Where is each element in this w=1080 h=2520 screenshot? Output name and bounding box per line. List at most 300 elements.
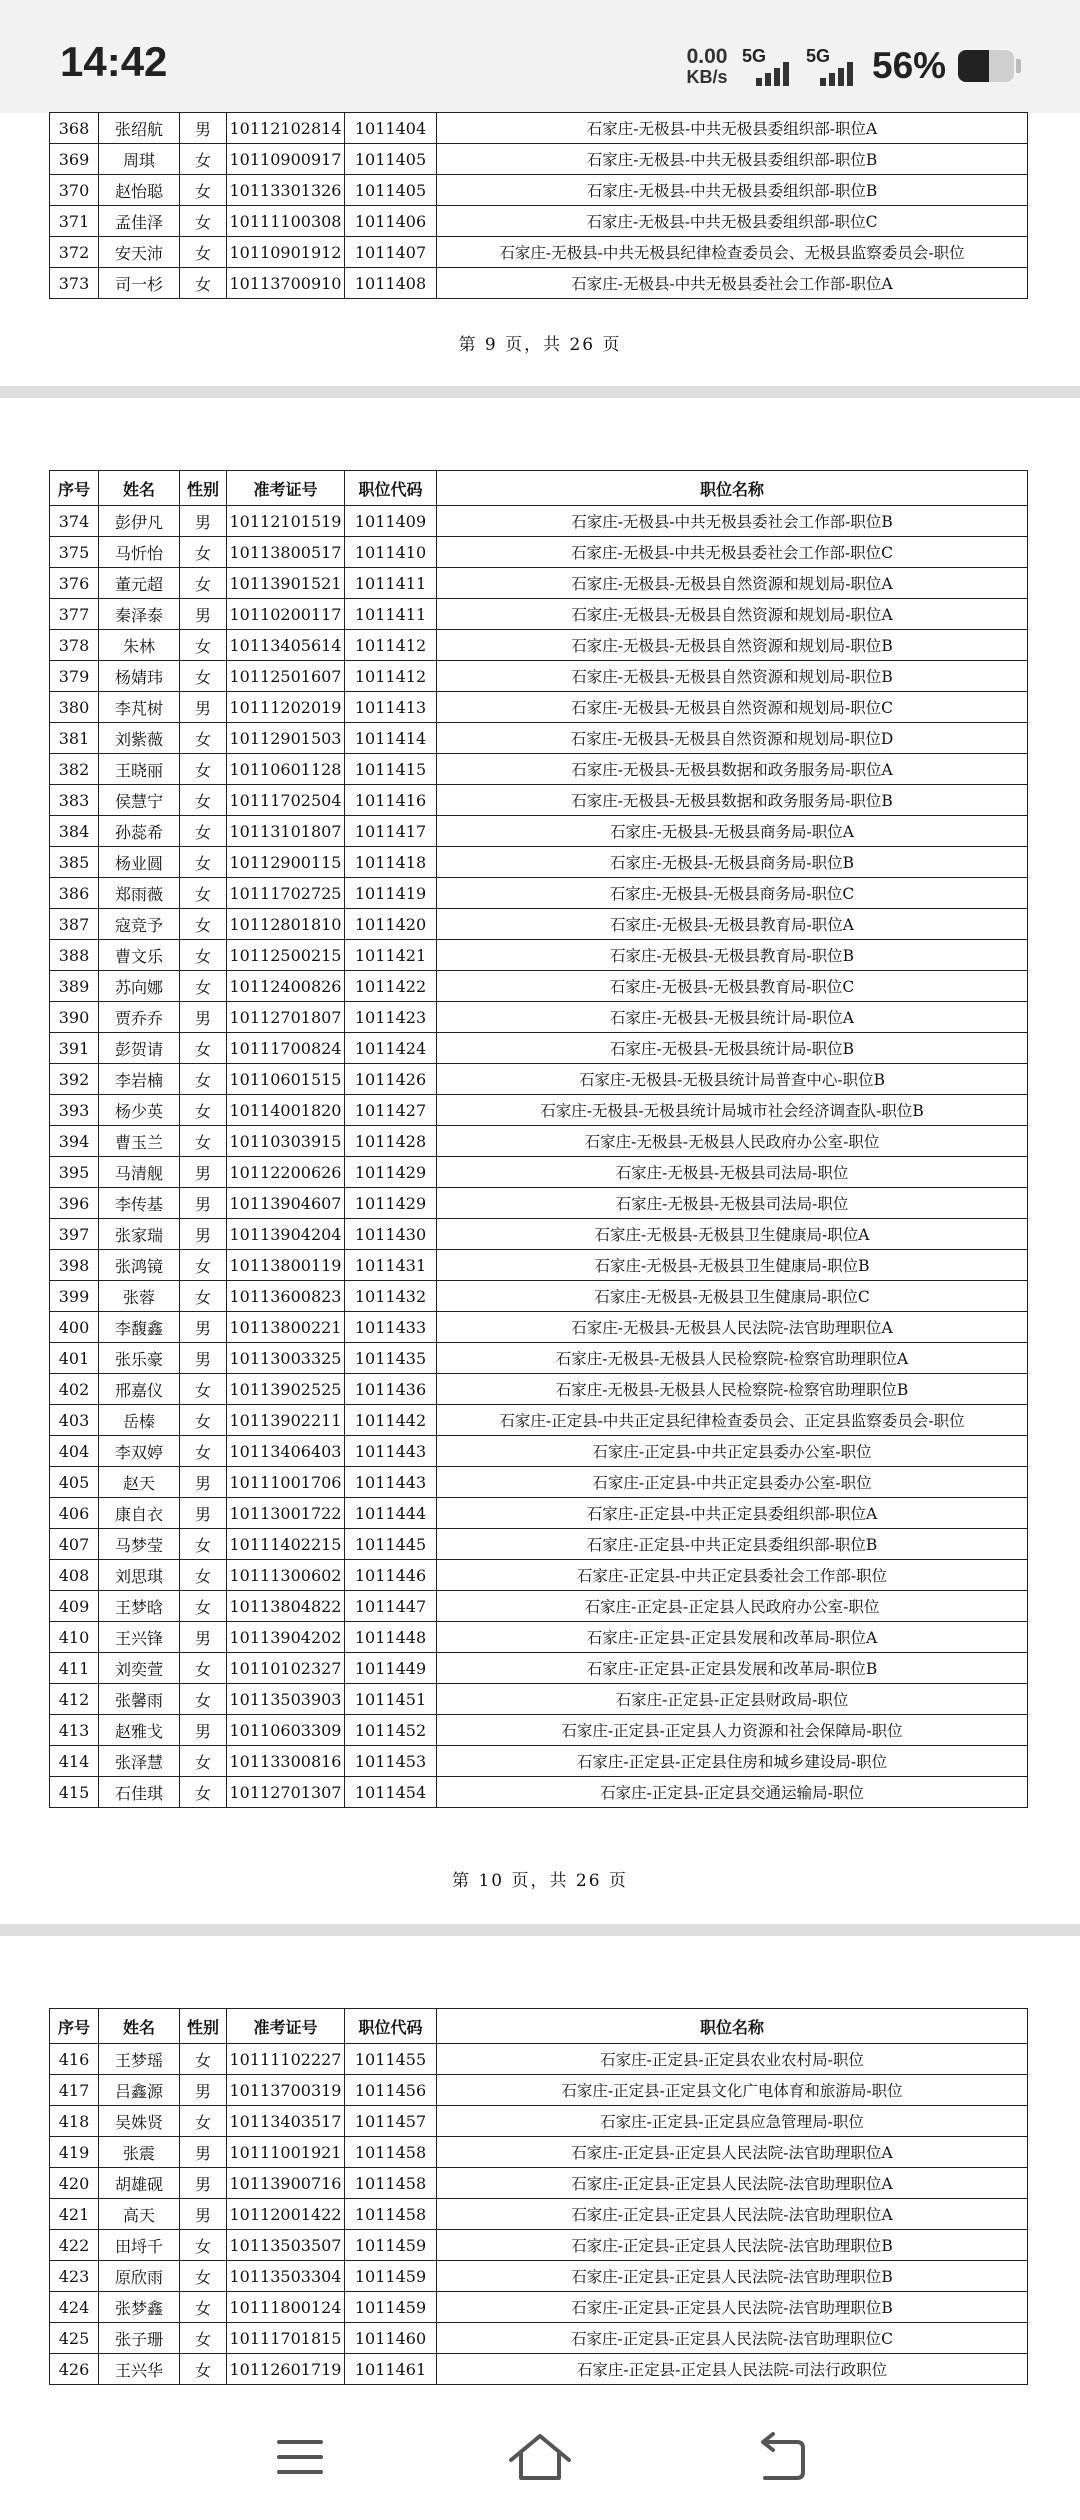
cell-position-name: 石家庄-正定县-正定县人民法院-法官助理职位A xyxy=(437,2168,1028,2199)
cell-index: 369 xyxy=(50,144,99,175)
cell-position-code: 1011448 xyxy=(345,1622,437,1653)
table-row xyxy=(50,1436,1028,1467)
cell-gender: 女 xyxy=(180,1684,227,1715)
cell-position-code: 1011409 xyxy=(345,506,437,537)
cell-position-code: 1011407 xyxy=(345,237,437,268)
cell-gender: 男 xyxy=(180,1343,227,1374)
cell-position-code: 1011445 xyxy=(345,1529,437,1560)
table-row xyxy=(50,940,1028,971)
cell-name: 孙蕊希 xyxy=(99,816,180,847)
cell-position-name: 石家庄-无极县-无极县自然资源和规划局-职位D xyxy=(437,723,1028,754)
cell-gender: 男 xyxy=(180,1219,227,1250)
cell-position-name: 石家庄-无极县-无极县教育局-职位B xyxy=(437,940,1028,971)
cell-name: 李芃树 xyxy=(99,692,180,723)
cell-position-name: 石家庄-正定县-正定县人民法院-法官助理职位B xyxy=(437,2292,1028,2323)
cell-name: 胡雄砚 xyxy=(99,2168,180,2199)
cell-ticket-number: 10113503507 xyxy=(227,2230,345,2261)
cell-position-name: 石家庄-正定县-中共正定县委办公室-职位 xyxy=(437,1467,1028,1498)
cell-ticket-number: 10113503903 xyxy=(227,1684,345,1715)
cell-gender: 女 xyxy=(180,754,227,785)
cell-ticket-number: 10113901521 xyxy=(227,568,345,599)
cell-index: 384 xyxy=(50,816,99,847)
menu-button[interactable] xyxy=(255,2428,345,2488)
cell-index: 413 xyxy=(50,1715,99,1746)
cell-ticket-number: 10113301326 xyxy=(227,175,345,206)
cell-name: 王兴华 xyxy=(99,2354,180,2385)
table-row xyxy=(50,268,1028,299)
page-separator xyxy=(0,386,1080,398)
cell-position-code: 1011430 xyxy=(345,1219,437,1250)
cell-position-code: 1011412 xyxy=(345,661,437,692)
cell-name: 吕鑫源 xyxy=(99,2075,180,2106)
table-row xyxy=(50,1746,1028,1777)
cell-ticket-number: 10112601719 xyxy=(227,2354,345,2385)
sim1-label: 5G xyxy=(742,46,767,66)
cell-index: 373 xyxy=(50,268,99,299)
cell-gender: 女 xyxy=(180,816,227,847)
cell-index: 394 xyxy=(50,1126,99,1157)
col-header-position: 职位名称 xyxy=(437,471,1028,506)
cell-ticket-number: 10113001722 xyxy=(227,1498,345,1529)
cell-index: 399 xyxy=(50,1281,99,1312)
cell-name: 刘思琪 xyxy=(99,1560,180,1591)
cell-gender: 女 xyxy=(180,268,227,299)
cell-ticket-number: 10110601128 xyxy=(227,754,345,785)
cell-ticket-number: 10111102227 xyxy=(227,2044,345,2075)
cell-position-name: 石家庄-无极县-中共无极县委组织部-职位B xyxy=(437,175,1028,206)
cell-ticket-number: 10110200117 xyxy=(227,599,345,630)
cell-name: 秦泽泰 xyxy=(99,599,180,630)
cell-index: 400 xyxy=(50,1312,99,1343)
cell-name: 张乐豪 xyxy=(99,1343,180,1374)
cell-ticket-number: 10112102814 xyxy=(227,113,345,144)
table-header-row xyxy=(50,2009,1028,2044)
table-row xyxy=(50,237,1028,268)
col-header-index: 序号 xyxy=(50,2009,99,2044)
cell-position-name: 石家庄-无极县-中共无极县委社会工作部-职位C xyxy=(437,537,1028,568)
cell-position-name: 石家庄-无极县-无极县自然资源和规划局-职位C xyxy=(437,692,1028,723)
cell-position-code: 1011443 xyxy=(345,1467,437,1498)
cell-index: 386 xyxy=(50,878,99,909)
cell-index: 371 xyxy=(50,206,99,237)
cell-name: 马忻怡 xyxy=(99,537,180,568)
cell-name: 刘奕萱 xyxy=(99,1653,180,1684)
cell-gender: 女 xyxy=(180,2354,227,2385)
cell-position-name: 石家庄-无极县-无极县数据和政务服务局-职位B xyxy=(437,785,1028,816)
cell-position-name: 石家庄-无极县-无极县商务局-职位C xyxy=(437,878,1028,909)
cell-position-name: 石家庄-正定县-正定县人力资源和社会保障局-职位 xyxy=(437,1715,1028,1746)
cell-position-code: 1011420 xyxy=(345,909,437,940)
cell-name: 刘紫薇 xyxy=(99,723,180,754)
cell-position-code: 1011435 xyxy=(345,1343,437,1374)
cell-ticket-number: 10110900917 xyxy=(227,144,345,175)
cell-index: 379 xyxy=(50,661,99,692)
cell-gender: 男 xyxy=(180,692,227,723)
cell-ticket-number: 10110601515 xyxy=(227,1064,345,1095)
cell-position-code: 1011447 xyxy=(345,1591,437,1622)
cell-position-name: 石家庄-无极县-无极县司法局-职位 xyxy=(437,1188,1028,1219)
table-row xyxy=(50,2044,1028,2075)
cell-position-name: 石家庄-无极县-无极县教育局-职位A xyxy=(437,909,1028,940)
cell-ticket-number: 10113800517 xyxy=(227,537,345,568)
cell-position-code: 1011411 xyxy=(345,568,437,599)
cell-position-code: 1011460 xyxy=(345,2323,437,2354)
cell-ticket-number: 10112200626 xyxy=(227,1157,345,1188)
table-row xyxy=(50,661,1028,692)
cell-gender: 男 xyxy=(180,1002,227,1033)
cell-position-name: 石家庄-无极县-无极县统计局城市社会经济调查队-职位B xyxy=(437,1095,1028,1126)
cell-name: 曹文乐 xyxy=(99,940,180,971)
col-header-name: 姓名 xyxy=(99,471,180,506)
cell-gender: 女 xyxy=(180,144,227,175)
cell-gender: 男 xyxy=(180,2199,227,2230)
table-row xyxy=(50,1281,1028,1312)
cell-ticket-number: 10112900115 xyxy=(227,847,345,878)
cell-ticket-number: 10113700319 xyxy=(227,2075,345,2106)
cell-name: 孟佳泽 xyxy=(99,206,180,237)
cell-position-code: 1011458 xyxy=(345,2168,437,2199)
cell-position-code: 1011443 xyxy=(345,1436,437,1467)
cell-index: 392 xyxy=(50,1064,99,1095)
cell-gender: 男 xyxy=(180,599,227,630)
cell-position-name: 石家庄-无极县-无极县自然资源和规划局-职位B xyxy=(437,661,1028,692)
cell-name: 张家瑞 xyxy=(99,1219,180,1250)
table-header-row xyxy=(50,471,1028,506)
table-row xyxy=(50,1467,1028,1498)
cell-gender: 女 xyxy=(180,785,227,816)
cell-index: 416 xyxy=(50,2044,99,2075)
cell-ticket-number: 10111700824 xyxy=(227,1033,345,1064)
cell-name: 杨少英 xyxy=(99,1095,180,1126)
cell-position-code: 1011414 xyxy=(345,723,437,754)
cell-position-name: 石家庄-无极县-无极县司法局-职位 xyxy=(437,1157,1028,1188)
table-row xyxy=(50,2106,1028,2137)
table-row xyxy=(50,816,1028,847)
cell-position-name: 石家庄-正定县-正定县发展和改革局-职位B xyxy=(437,1653,1028,1684)
candidate-table-page9 xyxy=(49,112,1028,299)
cell-gender: 女 xyxy=(180,2292,227,2323)
cell-gender: 女 xyxy=(180,175,227,206)
cell-position-code: 1011459 xyxy=(345,2230,437,2261)
cell-position-name: 石家庄-无极县-无极县卫生健康局-职位A xyxy=(437,1219,1028,1250)
table-row xyxy=(50,878,1028,909)
cell-position-code: 1011459 xyxy=(345,2292,437,2323)
cell-ticket-number: 10113406403 xyxy=(227,1436,345,1467)
col-header-code: 职位代码 xyxy=(345,471,437,506)
cell-index: 424 xyxy=(50,2292,99,2323)
cell-ticket-number: 10111300602 xyxy=(227,1560,345,1591)
page-footer-10: 第 10 页，共 26 页 xyxy=(452,1871,628,1891)
cell-name: 赵雅戈 xyxy=(99,1715,180,1746)
table-row xyxy=(50,1250,1028,1281)
cell-position-name: 石家庄-正定县-正定县人民法院-法官助理职位B xyxy=(437,2230,1028,2261)
cell-ticket-number: 10112101519 xyxy=(227,506,345,537)
cell-position-name: 石家庄-无极县-无极县教育局-职位C xyxy=(437,971,1028,1002)
cell-gender: 男 xyxy=(180,1498,227,1529)
cell-name: 李岩楠 xyxy=(99,1064,180,1095)
cell-index: 375 xyxy=(50,537,99,568)
cell-position-code: 1011406 xyxy=(345,206,437,237)
home-button[interactable] xyxy=(495,2428,585,2488)
cell-position-code: 1011431 xyxy=(345,1250,437,1281)
cell-position-name: 石家庄-正定县-正定县人民法院-法官助理职位A xyxy=(437,2137,1028,2168)
cell-position-code: 1011405 xyxy=(345,144,437,175)
table-row xyxy=(50,1033,1028,1064)
cell-index: 421 xyxy=(50,2199,99,2230)
cell-position-code: 1011419 xyxy=(345,878,437,909)
cell-index: 374 xyxy=(50,506,99,537)
cell-name: 吴姝贤 xyxy=(99,2106,180,2137)
cell-name: 岳榛 xyxy=(99,1405,180,1436)
cell-gender: 男 xyxy=(180,2168,227,2199)
cell-position-name: 石家庄-无极县-无极县数据和政务服务局-职位A xyxy=(437,754,1028,785)
table-row xyxy=(50,1560,1028,1591)
cell-gender: 女 xyxy=(180,2323,227,2354)
table-row xyxy=(50,1064,1028,1095)
cell-name: 张梦鑫 xyxy=(99,2292,180,2323)
cell-gender: 女 xyxy=(180,1777,227,1808)
cell-name: 寇竞予 xyxy=(99,909,180,940)
col-header-index: 序号 xyxy=(50,471,99,506)
cell-ticket-number: 10112001422 xyxy=(227,2199,345,2230)
cell-index: 402 xyxy=(50,1374,99,1405)
table-row xyxy=(50,1126,1028,1157)
cell-position-name: 石家庄-无极县-中共无极县委组织部-职位C xyxy=(437,206,1028,237)
cell-index: 398 xyxy=(50,1250,99,1281)
cell-position-code: 1011429 xyxy=(345,1157,437,1188)
cell-position-name: 石家庄-正定县-正定县人民法院-法官助理职位B xyxy=(437,2261,1028,2292)
cell-position-code: 1011458 xyxy=(345,2137,437,2168)
table-row xyxy=(50,599,1028,630)
cell-position-name: 石家庄-无极县-无极县卫生健康局-职位B xyxy=(437,1250,1028,1281)
cell-ticket-number: 10110603309 xyxy=(227,1715,345,1746)
cell-name: 郑雨薇 xyxy=(99,878,180,909)
cell-ticket-number: 10113904202 xyxy=(227,1622,345,1653)
cell-index: 385 xyxy=(50,847,99,878)
cell-position-code: 1011427 xyxy=(345,1095,437,1126)
table-row xyxy=(50,144,1028,175)
cell-index: 407 xyxy=(50,1529,99,1560)
cell-ticket-number: 10110102327 xyxy=(227,1653,345,1684)
cell-name: 高天 xyxy=(99,2199,180,2230)
cell-index: 423 xyxy=(50,2261,99,2292)
cell-name: 张绍航 xyxy=(99,113,180,144)
cell-index: 420 xyxy=(50,2168,99,2199)
cell-position-name: 石家庄-无极县-无极县卫生健康局-职位C xyxy=(437,1281,1028,1312)
table-row xyxy=(50,537,1028,568)
cell-gender: 女 xyxy=(180,1064,227,1095)
cell-ticket-number: 10111001706 xyxy=(227,1467,345,1498)
cell-position-name: 石家庄-无极县-中共无极县委社会工作部-职位A xyxy=(437,268,1028,299)
table-row xyxy=(50,692,1028,723)
table-row xyxy=(50,1374,1028,1405)
network-speed-value: 0.00 xyxy=(686,45,728,68)
cell-gender: 女 xyxy=(180,537,227,568)
cell-position-code: 1011451 xyxy=(345,1684,437,1715)
back-icon xyxy=(735,2428,825,2488)
cell-ticket-number: 10110303915 xyxy=(227,1126,345,1157)
table-row xyxy=(50,971,1028,1002)
cell-position-code: 1011423 xyxy=(345,1002,437,1033)
cell-position-name: 石家庄-无极县-中共无极县委组织部-职位B xyxy=(437,144,1028,175)
cell-position-name: 石家庄-正定县-正定县交通运输局-职位 xyxy=(437,1777,1028,1808)
cell-ticket-number: 10113700910 xyxy=(227,268,345,299)
cell-name: 王晓丽 xyxy=(99,754,180,785)
cell-index: 405 xyxy=(50,1467,99,1498)
cell-position-name: 石家庄-无极县-无极县人民检察院-检察官助理职位B xyxy=(437,1374,1028,1405)
cell-ticket-number: 10113003325 xyxy=(227,1343,345,1374)
cell-position-code: 1011453 xyxy=(345,1746,437,1777)
col-header-ticket: 准考证号 xyxy=(227,2009,345,2044)
table-row xyxy=(50,2137,1028,2168)
cell-gender: 女 xyxy=(180,630,227,661)
cell-position-name: 石家庄-正定县-正定县人民法院-司法行政职位 xyxy=(437,2354,1028,2385)
col-header-gender: 性别 xyxy=(180,2009,227,2044)
page-separator xyxy=(0,1924,1080,1936)
cell-position-code: 1011442 xyxy=(345,1405,437,1436)
cell-index: 390 xyxy=(50,1002,99,1033)
table-row xyxy=(50,506,1028,537)
cell-name: 原欣雨 xyxy=(99,2261,180,2292)
table-row xyxy=(50,1095,1028,1126)
cell-gender: 女 xyxy=(180,206,227,237)
table-row xyxy=(50,909,1028,940)
table-row xyxy=(50,2354,1028,2385)
cell-index: 417 xyxy=(50,2075,99,2106)
cell-ticket-number: 10112400826 xyxy=(227,971,345,1002)
cell-ticket-number: 10113101807 xyxy=(227,816,345,847)
cell-ticket-number: 10112801810 xyxy=(227,909,345,940)
cell-position-name: 石家庄-正定县-正定县住房和城乡建设局-职位 xyxy=(437,1746,1028,1777)
cell-position-code: 1011452 xyxy=(345,1715,437,1746)
cell-name: 李传基 xyxy=(99,1188,180,1219)
cell-index: 395 xyxy=(50,1157,99,1188)
cell-name: 杨业圆 xyxy=(99,847,180,878)
cell-gender: 女 xyxy=(180,909,227,940)
cell-ticket-number: 10113804822 xyxy=(227,1591,345,1622)
cell-ticket-number: 10113800221 xyxy=(227,1312,345,1343)
cell-position-code: 1011454 xyxy=(345,1777,437,1808)
col-header-ticket: 准考证号 xyxy=(227,471,345,506)
cell-gender: 女 xyxy=(180,847,227,878)
cell-name: 曹玉兰 xyxy=(99,1126,180,1157)
cell-position-name: 石家庄-无极县-无极县统计局普查中心-职位B xyxy=(437,1064,1028,1095)
table-row xyxy=(50,2323,1028,2354)
cell-position-name: 石家庄-正定县-中共正定县委组织部-职位B xyxy=(437,1529,1028,1560)
cell-index: 380 xyxy=(50,692,99,723)
cell-gender: 男 xyxy=(180,506,227,537)
cell-ticket-number: 10112500215 xyxy=(227,940,345,971)
col-header-code: 职位代码 xyxy=(345,2009,437,2044)
cell-gender: 男 xyxy=(180,1715,227,1746)
cell-index: 406 xyxy=(50,1498,99,1529)
cell-name: 周琪 xyxy=(99,144,180,175)
cell-gender: 男 xyxy=(180,1157,227,1188)
cell-ticket-number: 10111800124 xyxy=(227,2292,345,2323)
cell-position-name: 石家庄-无极县-中共无极县委社会工作部-职位B xyxy=(437,506,1028,537)
cell-position-code: 1011410 xyxy=(345,537,437,568)
cell-name: 彭伊凡 xyxy=(99,506,180,537)
cell-ticket-number: 10113403517 xyxy=(227,2106,345,2137)
cell-position-code: 1011418 xyxy=(345,847,437,878)
cell-index: 370 xyxy=(50,175,99,206)
table-row xyxy=(50,1343,1028,1374)
cell-position-code: 1011444 xyxy=(345,1498,437,1529)
cell-name: 安天沛 xyxy=(99,237,180,268)
table-row xyxy=(50,2261,1028,2292)
cell-position-name: 石家庄-无极县-无极县商务局-职位B xyxy=(437,847,1028,878)
table-row xyxy=(50,1591,1028,1622)
cell-name: 康自衣 xyxy=(99,1498,180,1529)
cell-name: 杨婧玮 xyxy=(99,661,180,692)
cell-index: 425 xyxy=(50,2323,99,2354)
cell-ticket-number: 10111202019 xyxy=(227,692,345,723)
cell-gender: 女 xyxy=(180,878,227,909)
cell-index: 391 xyxy=(50,1033,99,1064)
cell-index: 393 xyxy=(50,1095,99,1126)
cell-name: 石佳琪 xyxy=(99,1777,180,1808)
candidate-table-page11 xyxy=(49,2008,1028,2385)
cell-position-name: 石家庄-无极县-中共无极县纪律检查委员会、无极县监察委员会-职位 xyxy=(437,237,1028,268)
cell-index: 408 xyxy=(50,1560,99,1591)
cell-position-code: 1011422 xyxy=(345,971,437,1002)
back-button[interactable] xyxy=(735,2428,825,2488)
cell-ticket-number: 10112701807 xyxy=(227,1002,345,1033)
cell-index: 411 xyxy=(50,1653,99,1684)
cell-ticket-number: 10112701307 xyxy=(227,1777,345,1808)
cell-position-name: 石家庄-正定县-中共正定县纪律检查委员会、正定县监察委员会-职位 xyxy=(437,1405,1028,1436)
table-row xyxy=(50,2292,1028,2323)
cell-gender: 女 xyxy=(180,1281,227,1312)
cell-index: 409 xyxy=(50,1591,99,1622)
cell-gender: 女 xyxy=(180,971,227,1002)
cell-name: 张泽慧 xyxy=(99,1746,180,1777)
col-header-position: 职位名称 xyxy=(437,2009,1028,2044)
cell-ticket-number: 10113300816 xyxy=(227,1746,345,1777)
table-row xyxy=(50,2199,1028,2230)
cell-name: 张蓉 xyxy=(99,1281,180,1312)
table-row xyxy=(50,1684,1028,1715)
cell-index: 422 xyxy=(50,2230,99,2261)
cell-position-name: 石家庄-正定县-正定县人民法院-法官助理职位C xyxy=(437,2323,1028,2354)
cell-position-name: 石家庄-无极县-无极县商务局-职位A xyxy=(437,816,1028,847)
cell-index: 415 xyxy=(50,1777,99,1808)
cell-position-code: 1011459 xyxy=(345,2261,437,2292)
cell-position-code: 1011413 xyxy=(345,692,437,723)
cell-gender: 女 xyxy=(180,1095,227,1126)
table-row xyxy=(50,206,1028,237)
cell-gender: 女 xyxy=(180,568,227,599)
network-speed-unit: KB/s xyxy=(686,67,728,87)
battery-icon xyxy=(958,50,1014,82)
battery-tip xyxy=(1016,59,1021,73)
cell-name: 邢嘉仪 xyxy=(99,1374,180,1405)
cell-gender: 女 xyxy=(180,237,227,268)
cell-gender: 女 xyxy=(180,1126,227,1157)
table-row xyxy=(50,2075,1028,2106)
cell-name: 张鸿镜 xyxy=(99,1250,180,1281)
cell-gender: 女 xyxy=(180,661,227,692)
page-footer-9: 第 9 页，共 26 页 xyxy=(458,335,622,355)
cell-index: 426 xyxy=(50,2354,99,2385)
cell-name: 王梦瑶 xyxy=(99,2044,180,2075)
cell-gender: 男 xyxy=(180,1467,227,1498)
cell-name: 侯慧宁 xyxy=(99,785,180,816)
cell-name: 彭贺请 xyxy=(99,1033,180,1064)
candidate-table-page10 xyxy=(49,470,1028,1808)
cell-position-code: 1011461 xyxy=(345,2354,437,2385)
cell-position-name: 石家庄-正定县-正定县人民政府办公室-职位 xyxy=(437,1591,1028,1622)
